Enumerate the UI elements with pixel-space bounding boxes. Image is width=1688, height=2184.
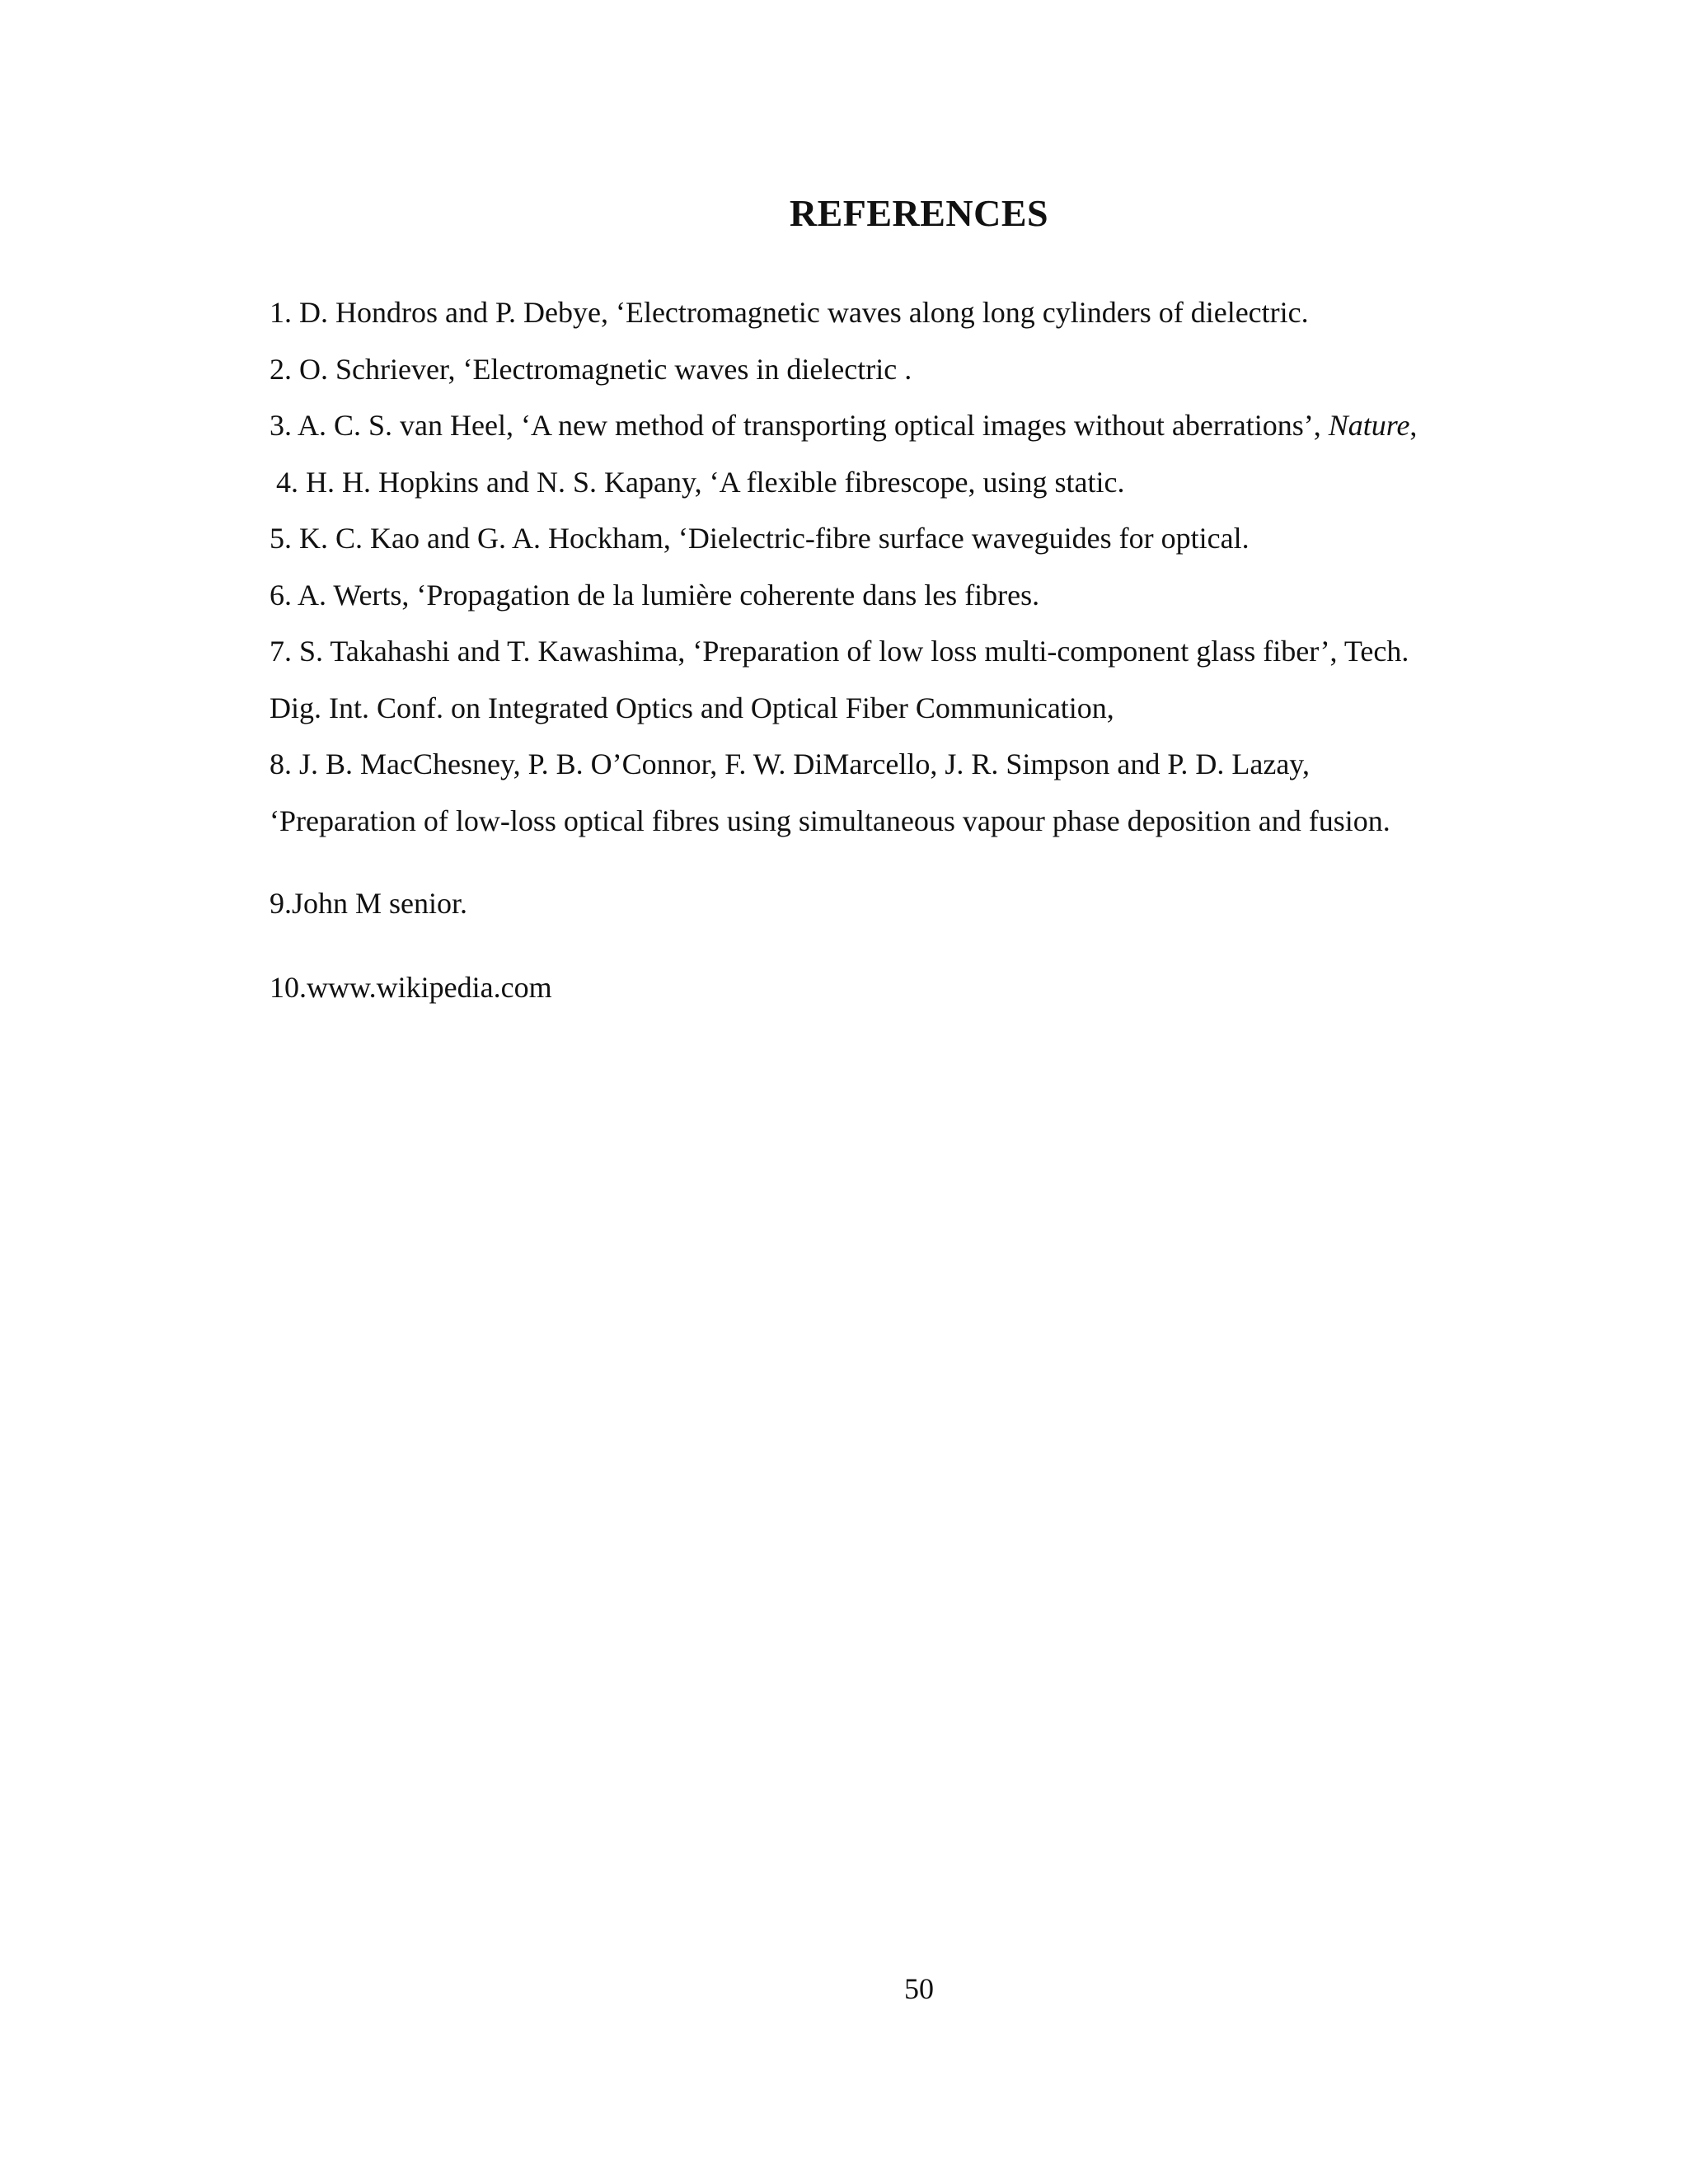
reference-item xyxy=(270,397,1588,454)
reference-text: 9.John M senior. xyxy=(270,887,468,920)
page-title: REFERENCES xyxy=(789,192,1049,234)
reference-text: ‘Preparation of low-loss optical fibres using simultaneous vapour phase deposition and fusion. xyxy=(270,804,1390,837)
reference-text: 3. A. C. S. van Heel, ‘A new method of transporting optical images without aberrations’, xyxy=(270,409,1329,442)
reference-text: 7. S. Takahashi and T. Kawashima, ‘Preparation of low loss multi-component glass fiber’, Tech. xyxy=(270,635,1409,668)
reference-text: 1. D. Hondros and P. Debye, ‘Electromagnetic waves along long cylinders of dielectric. xyxy=(270,296,1309,329)
reference-text: 4. H. H. Hopkins and N. S. Kapany, ‘A flexible fibrescope, using static. xyxy=(276,465,1125,499)
reference-text: 6. A. Werts, ‘Propagation de la lumière coherente dans les fibres. xyxy=(270,578,1040,612)
reference-item xyxy=(270,510,1588,567)
reference-item xyxy=(270,454,1588,511)
reference-punctuation: , xyxy=(1409,409,1418,442)
reference-item xyxy=(270,284,1588,341)
reference-item-line-2 xyxy=(270,793,1588,850)
reference-item xyxy=(270,567,1588,624)
journal-name: Nature xyxy=(1328,409,1410,442)
reference-text: 8. J. B. MacChesney, P. B. O’Connor, F. W. DiMarcello, J. R. Simpson and P. D. Lazay, xyxy=(270,748,1310,780)
reference-item-line-1 xyxy=(270,736,1588,793)
reference-text: Dig. Int. Conf. on Integrated Optics and Optical Fiber Communication, xyxy=(270,691,1114,724)
reference-text: 10.www.wikipedia.com xyxy=(270,970,552,1004)
reference-item xyxy=(270,875,1588,932)
reference-item-line-1 xyxy=(270,623,1588,680)
reference-item-line-2 xyxy=(270,680,1588,737)
reference-text: 2. O. Schriever, ‘Electromagnetic waves in dielectric . xyxy=(270,352,912,386)
reference-item xyxy=(270,341,1588,398)
page-number: 50 xyxy=(904,1972,934,2005)
reference-list xyxy=(270,284,1588,1015)
reference-item xyxy=(270,959,1588,1016)
reference-text: 5. K. C. Kao and G. A. Hockham, ‘Dielectric-fibre surface waveguides for optical. xyxy=(270,522,1250,555)
